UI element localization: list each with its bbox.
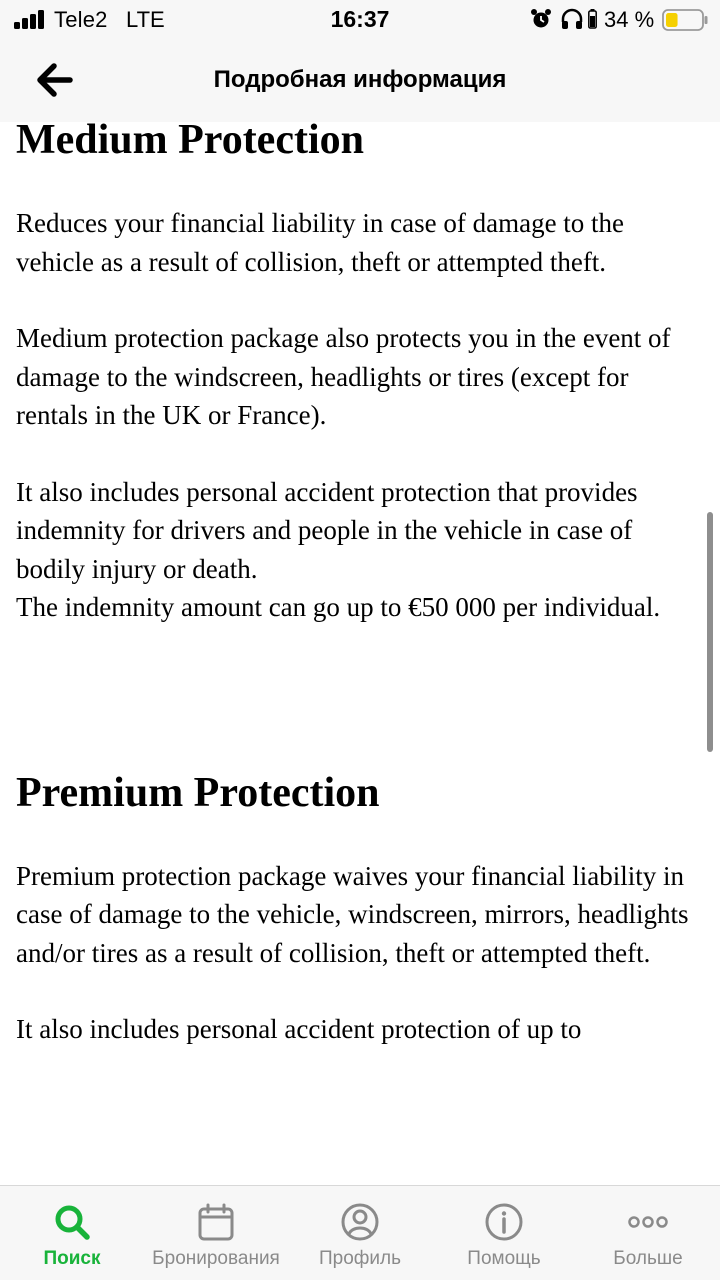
article xyxy=(16,122,696,1049)
headphones-icon xyxy=(560,8,584,30)
status-bar xyxy=(0,0,720,40)
page-title: Подробная информация xyxy=(213,66,507,93)
tab-bookings[interactable] xyxy=(144,1186,288,1280)
search-icon xyxy=(52,1202,92,1242)
profile-icon xyxy=(340,1202,380,1242)
medium-paragraph: Reduces your financial liability in case of damage to the vehicle as a result of collision, theft or attempted theft. xyxy=(16,208,625,277)
network-type: LTE xyxy=(126,7,165,32)
navigation-bar xyxy=(0,40,720,122)
premium-paragraph: Premium protection package waives your financial liability in case of damage to the vehicle, windscreen, mirrors, headlights and/or tires as a result of collision, theft or attempted theft. xyxy=(16,860,689,968)
medium-paragraph: The indemnity amount can go up to €50 000 per individual. xyxy=(16,592,661,622)
battery-indicator-icon xyxy=(588,9,597,29)
battery-icon xyxy=(662,9,708,31)
content-scroll-area[interactable] xyxy=(0,122,720,1185)
premium-protection-heading: Premium Protection xyxy=(16,769,380,816)
info-icon xyxy=(484,1202,524,1242)
calendar-icon xyxy=(196,1202,236,1242)
tab-more[interactable] xyxy=(576,1186,720,1280)
medium-paragraph: It also includes personal accident protection that provides indemnity for drivers and people in the vehicle in case of bodily injury or death. xyxy=(16,476,638,584)
tab-label: Помощь xyxy=(467,1248,541,1269)
carrier-name: Tele2 xyxy=(54,7,108,32)
more-icon xyxy=(628,1202,668,1242)
battery-percent: 34 % xyxy=(604,7,655,32)
tab-label: Бронирования xyxy=(152,1248,280,1269)
alarm-icon xyxy=(530,8,552,30)
tab-search[interactable] xyxy=(0,1186,144,1280)
premium-paragraph: It also includes personal accident protection of up to xyxy=(16,1014,582,1044)
medium-paragraph: Medium protection package also protects you in the event of damage to the windscreen, headlights or tires (except for rentals in the UK or France). xyxy=(16,323,671,430)
tab-profile[interactable] xyxy=(288,1186,432,1280)
tab-label: Поиск xyxy=(43,1248,101,1269)
tab-bar xyxy=(0,1185,720,1280)
tab-label: Профиль xyxy=(318,1248,402,1269)
medium-protection-heading: Medium Protection xyxy=(16,122,364,163)
scrollbar[interactable] xyxy=(707,512,713,752)
tab-help[interactable] xyxy=(432,1186,576,1280)
tab-label: Больше xyxy=(613,1248,683,1269)
clock: 16:37 xyxy=(330,6,390,32)
